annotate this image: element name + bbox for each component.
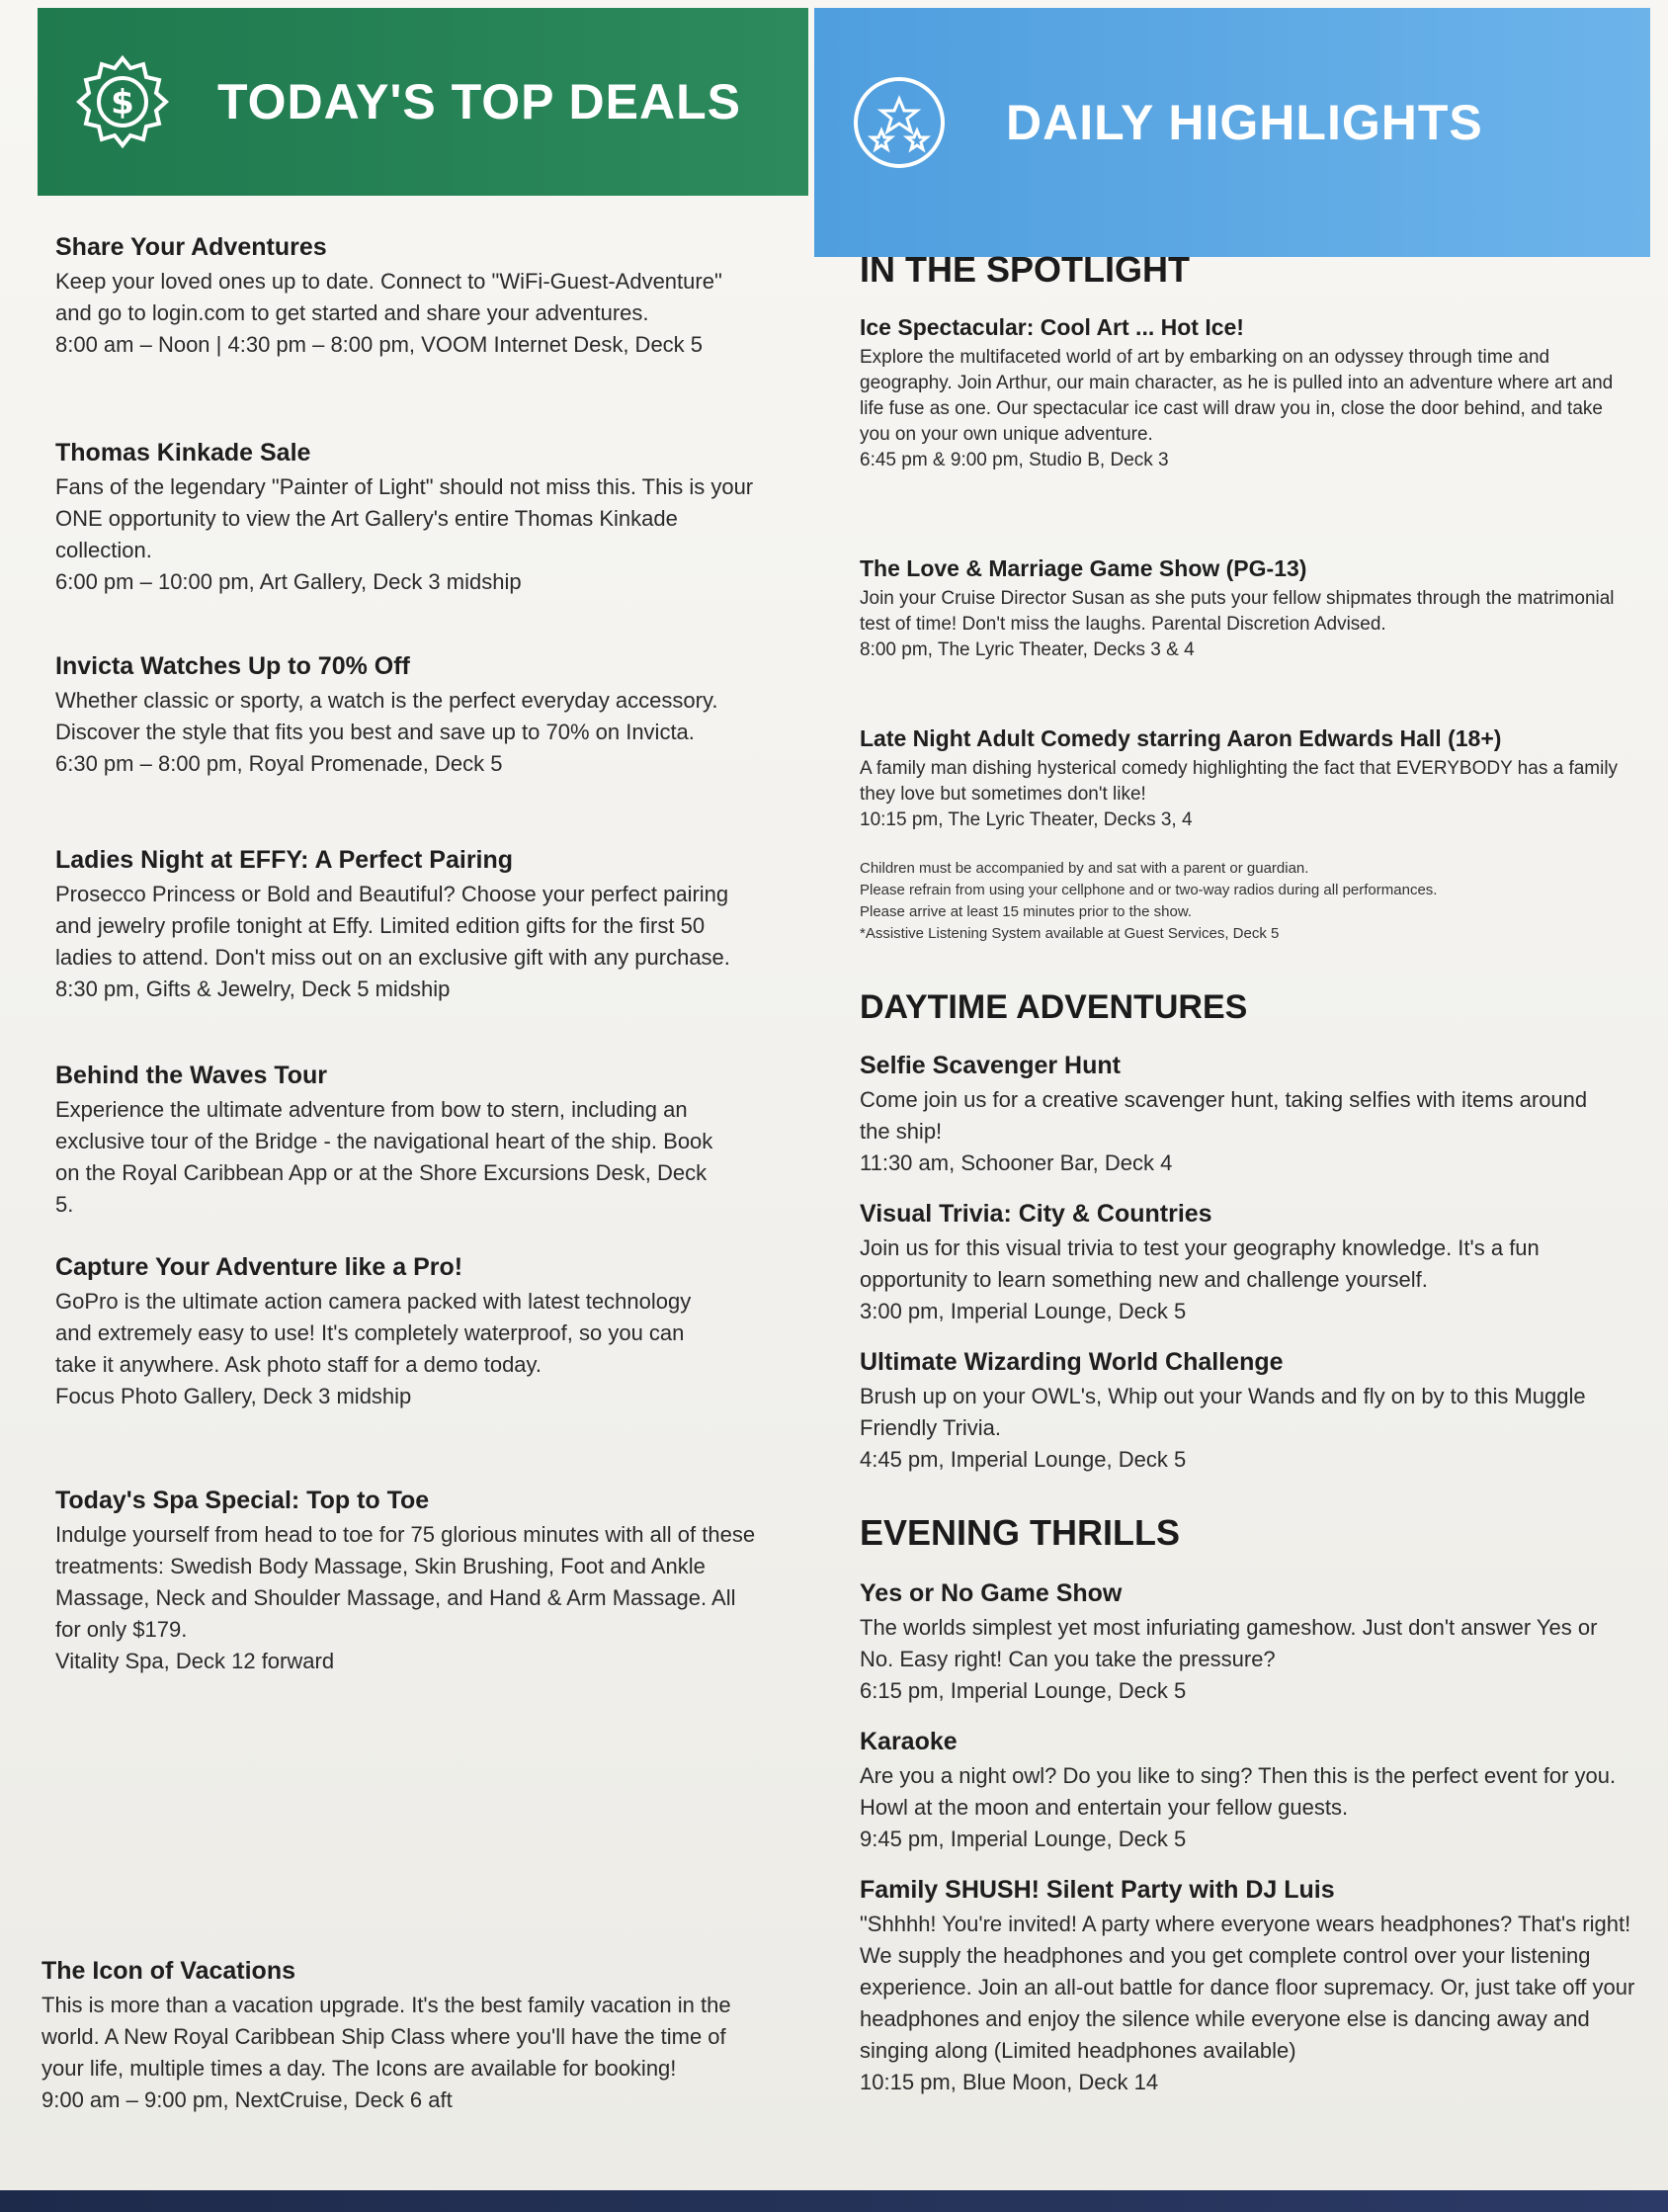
- note-line: Please arrive at least 15 minutes prior to the show.: [860, 903, 1193, 920]
- event-title: Family SHUSH! Silent Party with DJ Luis: [860, 1876, 1335, 1904]
- event-body: Explore the multifaceted world of art by embarking on an odyssey through time and geography. Join Arthur, our main character, as he is pulled into an adventure where art and life fuse as one. Our spectacular ice cast will draw you in, close the door behind, and take you on your own unique adventure.: [860, 347, 1614, 445]
- bottom-edge: [0, 2190, 1668, 2212]
- deal-time: 6:30 pm – 8:00 pm, Royal Promenade, Deck 5: [55, 751, 503, 776]
- deal-time: 8:00 am – Noon | 4:30 pm – 8:00 pm, VOOM Internet Desk, Deck 5: [55, 332, 704, 357]
- top-deals-title: TODAY'S TOP DEALS: [217, 74, 741, 129]
- event-body: The worlds simplest yet most infuriating gameshow. Just don't answer Yes or No. Easy right! Can you take the pressure?: [860, 1615, 1598, 1671]
- event-body: Are you a night owl? Do you like to sing? Then this is the perfect event for you. Howl at the moon and entertain your fellow guests.: [860, 1763, 1617, 1820]
- deal-title: Ladies Night at EFFY: A Perfect Pairing: [55, 846, 514, 874]
- event-time: 3:00 pm, Imperial Lounge, Deck 5: [860, 1299, 1187, 1323]
- deal-title: Share Your Adventures: [55, 233, 327, 261]
- event-body: Join your Cruise Director Susan as she puts your fellow shipmates through the matrimonial test of time! Don't miss the laughs. Parental Discretion Advised.: [860, 588, 1615, 635]
- performance-notes: [860, 858, 1630, 945]
- event-item: [860, 1200, 1630, 1327]
- event-title: Ultimate Wizarding World Challenge: [860, 1348, 1284, 1376]
- deal-time: 6:00 pm – 10:00 pm, Art Gallery, Deck 3 midship: [55, 569, 522, 594]
- deal-title: Capture Your Adventure like a Pro!: [55, 1253, 463, 1281]
- deal-body: Fans of the legendary "Painter of Light" should not miss this. This is your ONE opportunity to view the Art Gallery's entire Thomas Kinkade collection.: [55, 474, 754, 562]
- event-time: 10:15 pm, The Lyric Theater, Decks 3, 4: [860, 809, 1193, 830]
- event-title: Yes or No Game Show: [860, 1579, 1123, 1607]
- top-deals-header: [38, 8, 808, 196]
- deal-body: Indulge yourself from head to toe for 75 glorious minutes with all of these treatments: Swedish Body Massage, Skin Brushing, Foot and Ankle Massage, Neck and Shoulder Massage, and Hand & Arm Massage. All for only $179.: [55, 1522, 756, 1642]
- event-item: [860, 314, 1621, 473]
- event-body: Come join us for a creative scavenger hunt, taking selfies with items around the ship!: [860, 1087, 1588, 1144]
- note-line: Please refrain from using your cellphone and or two-way radios during all performances.: [860, 882, 1438, 898]
- deal-body: Experience the ultimate adventure from bow to stern, including an exclusive tour of the Bridge - the navigational heart of the ship. Book on the Royal Caribbean App or at the Shore Excursions Desk, Deck 5.: [55, 1097, 713, 1217]
- event-title: Visual Trivia: City & Countries: [860, 1200, 1212, 1228]
- event-item: [860, 1579, 1630, 1707]
- event-item: [860, 725, 1630, 833]
- event-time: 8:00 pm, The Lyric Theater, Decks 3 & 4: [860, 639, 1195, 660]
- event-body: "Shhhh! You're invited! A party where everyone wears headphones? That's right! We supply the headphones and you get complete control over your listening experience. Join an all-out battle for dance floor supremacy. Or, just take off your headphones and enjoy the silence while everyone else is dancing away and singing along (Limited headphones available): [860, 1912, 1635, 2063]
- deal-item: [55, 846, 757, 1005]
- event-title: Karaoke: [860, 1728, 958, 1755]
- event-time: 9:45 pm, Imperial Lounge, Deck 5: [860, 1827, 1187, 1851]
- note-line: Children must be accompanied by and sat with a parent or guardian.: [860, 860, 1309, 877]
- deal-item: [55, 1253, 727, 1412]
- daily-highlights-header: [814, 8, 1650, 257]
- daily-highlights-title: DAILY HIGHLIGHTS: [1006, 95, 1483, 150]
- deal-time: Focus Photo Gallery, Deck 3 midship: [55, 1384, 412, 1408]
- deal-body: Prosecco Princess or Bold and Beautiful? Choose your perfect pairing and jewelry profile tonight at Effy. Limited edition gifts for the first 50 ladies to attend. Don't miss out on an exclusive gift with any purchase.: [55, 882, 730, 970]
- event-title: The Love & Marriage Game Show (PG-13): [860, 555, 1307, 581]
- deal-item: [55, 233, 757, 361]
- event-body: Brush up on your OWL's, Whip out your Wands and fly on by to this Muggle Friendly Trivia.: [860, 1384, 1586, 1440]
- deal-title: Thomas Kinkade Sale: [55, 439, 311, 467]
- deal-body: This is more than a vacation upgrade. It's the best family vacation in the world. A New Royal Caribbean Ship Class where you'll have the time of your life, multiple times a day. The Icons are available for booking!: [42, 1993, 731, 2081]
- evening-heading: EVENING THRILLS: [860, 1512, 1181, 1553]
- event-item: [860, 1876, 1640, 2098]
- event-time: 10:15 pm, Blue Moon, Deck 14: [860, 2070, 1159, 2094]
- event-title: Selfie Scavenger Hunt: [860, 1052, 1121, 1079]
- event-time: 4:45 pm, Imperial Lounge, Deck 5: [860, 1447, 1187, 1472]
- event-time: 6:15 pm, Imperial Lounge, Deck 5: [860, 1678, 1187, 1703]
- daytime-heading: DAYTIME ADVENTURES: [860, 988, 1248, 1026]
- event-item: [860, 1052, 1621, 1179]
- deal-item: [55, 652, 747, 780]
- deal-time: Vitality Spa, Deck 12 forward: [55, 1649, 335, 1673]
- deal-item: [55, 1487, 757, 1677]
- deal-title: Behind the Waves Tour: [55, 1062, 328, 1089]
- deal-body: GoPro is the ultimate action camera packed with latest technology and extremely easy to use! It's completely waterproof, so you can take it anywhere. Ask photo staff for a demo today.: [55, 1289, 692, 1377]
- deal-item: [55, 439, 757, 598]
- deal-title: The Icon of Vacations: [42, 1957, 295, 1985]
- deal-title: Invicta Watches Up to 70% Off: [55, 652, 410, 680]
- event-body: Join us for this visual trivia to test your geography knowledge. It's a fun opportunity to learn something new and challenge yourself.: [860, 1235, 1540, 1292]
- event-time: 11:30 am, Schooner Bar, Deck 4: [860, 1150, 1173, 1175]
- stars-badge-icon: [848, 71, 951, 174]
- deal-body: Keep your loved ones up to date. Connect to "WiFi-Guest-Adventure" and go to login.com to get started and share your adventures.: [55, 269, 722, 325]
- event-title: Ice Spectacular: Cool Art ... Hot Ice!: [860, 314, 1244, 340]
- event-time: 6:45 pm & 9:00 pm, Studio B, Deck 3: [860, 450, 1169, 470]
- event-title: Late Night Adult Comedy starring Aaron Edwards Hall (18+): [860, 725, 1502, 751]
- deal-body: Whether classic or sporty, a watch is the perfect everyday accessory. Discover the style that fits you best and save up to 70% on Invicta.: [55, 688, 718, 744]
- event-item: [860, 1348, 1630, 1476]
- deal-item: [42, 1957, 733, 2116]
- event-item: [860, 1728, 1621, 1855]
- dollar-badge-icon: [71, 50, 174, 153]
- deal-item: [55, 1062, 727, 1221]
- svg-text:$: $: [111, 83, 134, 123]
- event-body: A family man dishing hysterical comedy highlighting the fact that EVERYBODY has a family they love but sometimes don't like!: [860, 758, 1619, 805]
- spotlight-heading: IN THE SPOTLIGHT: [860, 249, 1191, 290]
- deal-title: Today's Spa Special: Top to Toe: [55, 1487, 430, 1514]
- note-line: *Assistive Listening System available at Guest Services, Deck 5: [860, 925, 1280, 942]
- deal-time: 8:30 pm, Gifts & Jewelry, Deck 5 midship: [55, 977, 451, 1001]
- event-item: [860, 555, 1621, 663]
- deal-time: 9:00 am – 9:00 pm, NextCruise, Deck 6 aft: [42, 2087, 453, 2112]
